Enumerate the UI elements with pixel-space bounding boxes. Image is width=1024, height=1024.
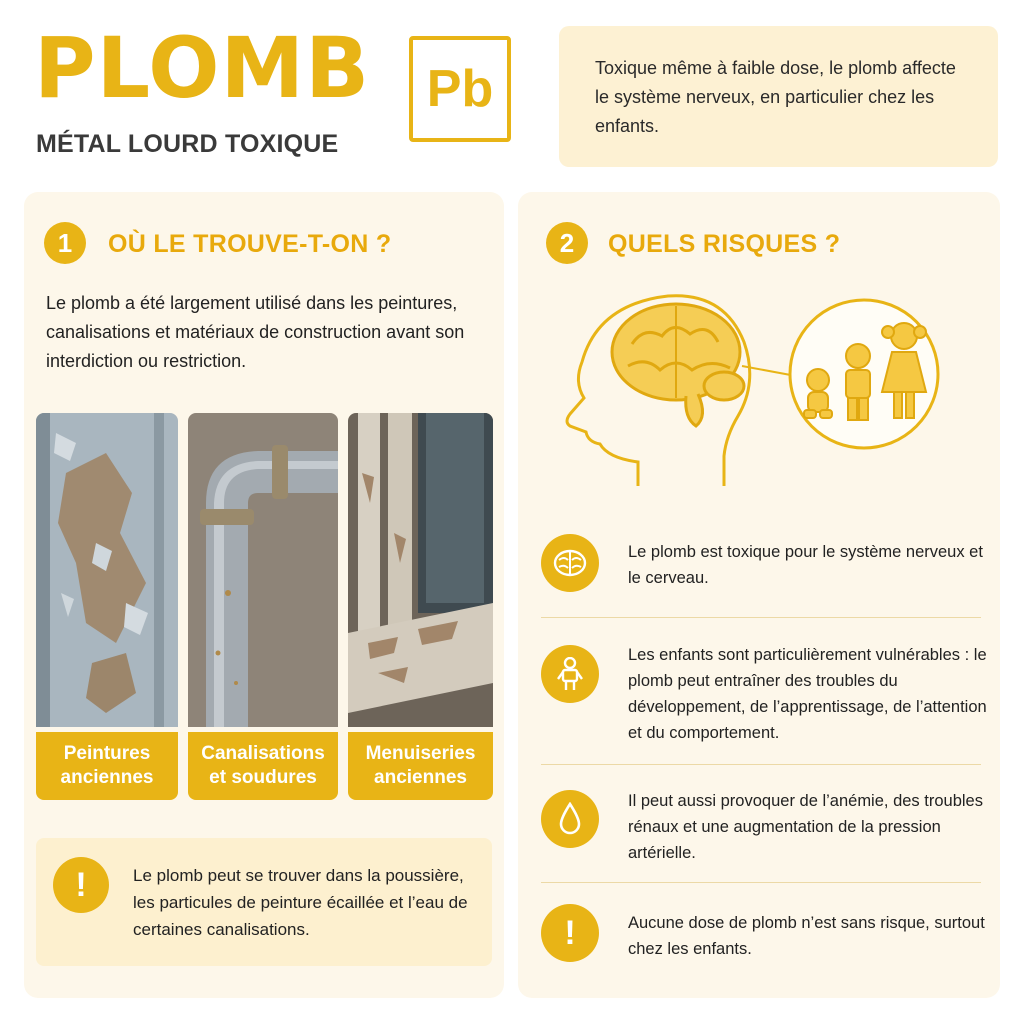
card-label-line2: et soudures	[209, 767, 317, 788]
divider	[541, 764, 981, 765]
card-label-line1: Menuiseries	[365, 743, 476, 764]
section2-number: 2	[559, 227, 575, 258]
head-brain-children-illustration	[548, 286, 988, 496]
card-label-joinery	[348, 732, 493, 800]
page-title: PLOMB	[34, 19, 371, 117]
section1-number: 1	[57, 227, 73, 258]
element-symbol: Pb	[426, 60, 494, 118]
peeling-paint-illustration	[36, 413, 178, 727]
pipe-illustration	[188, 413, 338, 727]
card-label-line2: anciennes	[374, 767, 467, 788]
photo-peeling-paint	[36, 413, 178, 727]
brain-icon	[612, 304, 744, 426]
risk-text-2: Les enfants sont particulièrement vulnérables : le plomb peut entraîner des troubles du développement, de l’apprentissage, de l’attention et du comportement.	[628, 646, 987, 742]
section1-description: Le plomb a été largement utilisé dans les peintures, canalisations et matériaux de construction avant son interdiction ou restriction.	[46, 293, 465, 371]
divider	[541, 882, 981, 883]
exclamation-glyph: !	[564, 913, 576, 952]
exclamation-glyph: !	[75, 865, 87, 904]
child-icon	[541, 645, 599, 703]
card-label-line1: Peintures	[63, 743, 151, 764]
section1-title: OÙ LE TROUVE-T-ON ?	[108, 230, 392, 258]
section2-title: QUELS RISQUES ?	[608, 230, 841, 258]
window-illustration	[348, 413, 493, 727]
intro-text: Toxique même à faible dose, le plomb affecte le système nerveux, en particulier chez les enfants.	[595, 58, 956, 136]
card-label-line2: anciennes	[60, 767, 154, 788]
photo-old-window	[348, 413, 493, 727]
element-symbol-badge	[409, 36, 511, 142]
page-subtitle: MÉTAL LOURD TOXIQUE	[36, 130, 339, 158]
risk-text-3: Il peut aussi provoquer de l’anémie, des troubles rénaux et une augmentation de la pression artérielle.	[628, 792, 983, 862]
warning-text: Le plomb peut se trouver dans la poussière, les particules de peinture écaillée et l’eau de certaines canalisations.	[133, 866, 468, 939]
drop-icon	[541, 790, 599, 848]
intro-box	[559, 26, 998, 167]
card-label-pipes	[188, 732, 338, 800]
card-label-line1: Canalisations	[201, 743, 325, 764]
section1-number-badge	[44, 222, 86, 264]
photo-old-pipe	[188, 413, 338, 727]
divider	[541, 617, 981, 618]
risk-text-4: Aucune dose de plomb n’est sans risque, surtout chez les enfants.	[628, 914, 985, 958]
exclamation-icon	[53, 857, 109, 913]
card-label-paint	[36, 732, 178, 800]
risk-text-1: Le plomb est toxique pour le système nerveux et le cerveau.	[628, 543, 983, 587]
section2-number-badge	[546, 222, 588, 264]
exclamation-icon	[541, 904, 599, 962]
brain-icon	[541, 534, 599, 592]
